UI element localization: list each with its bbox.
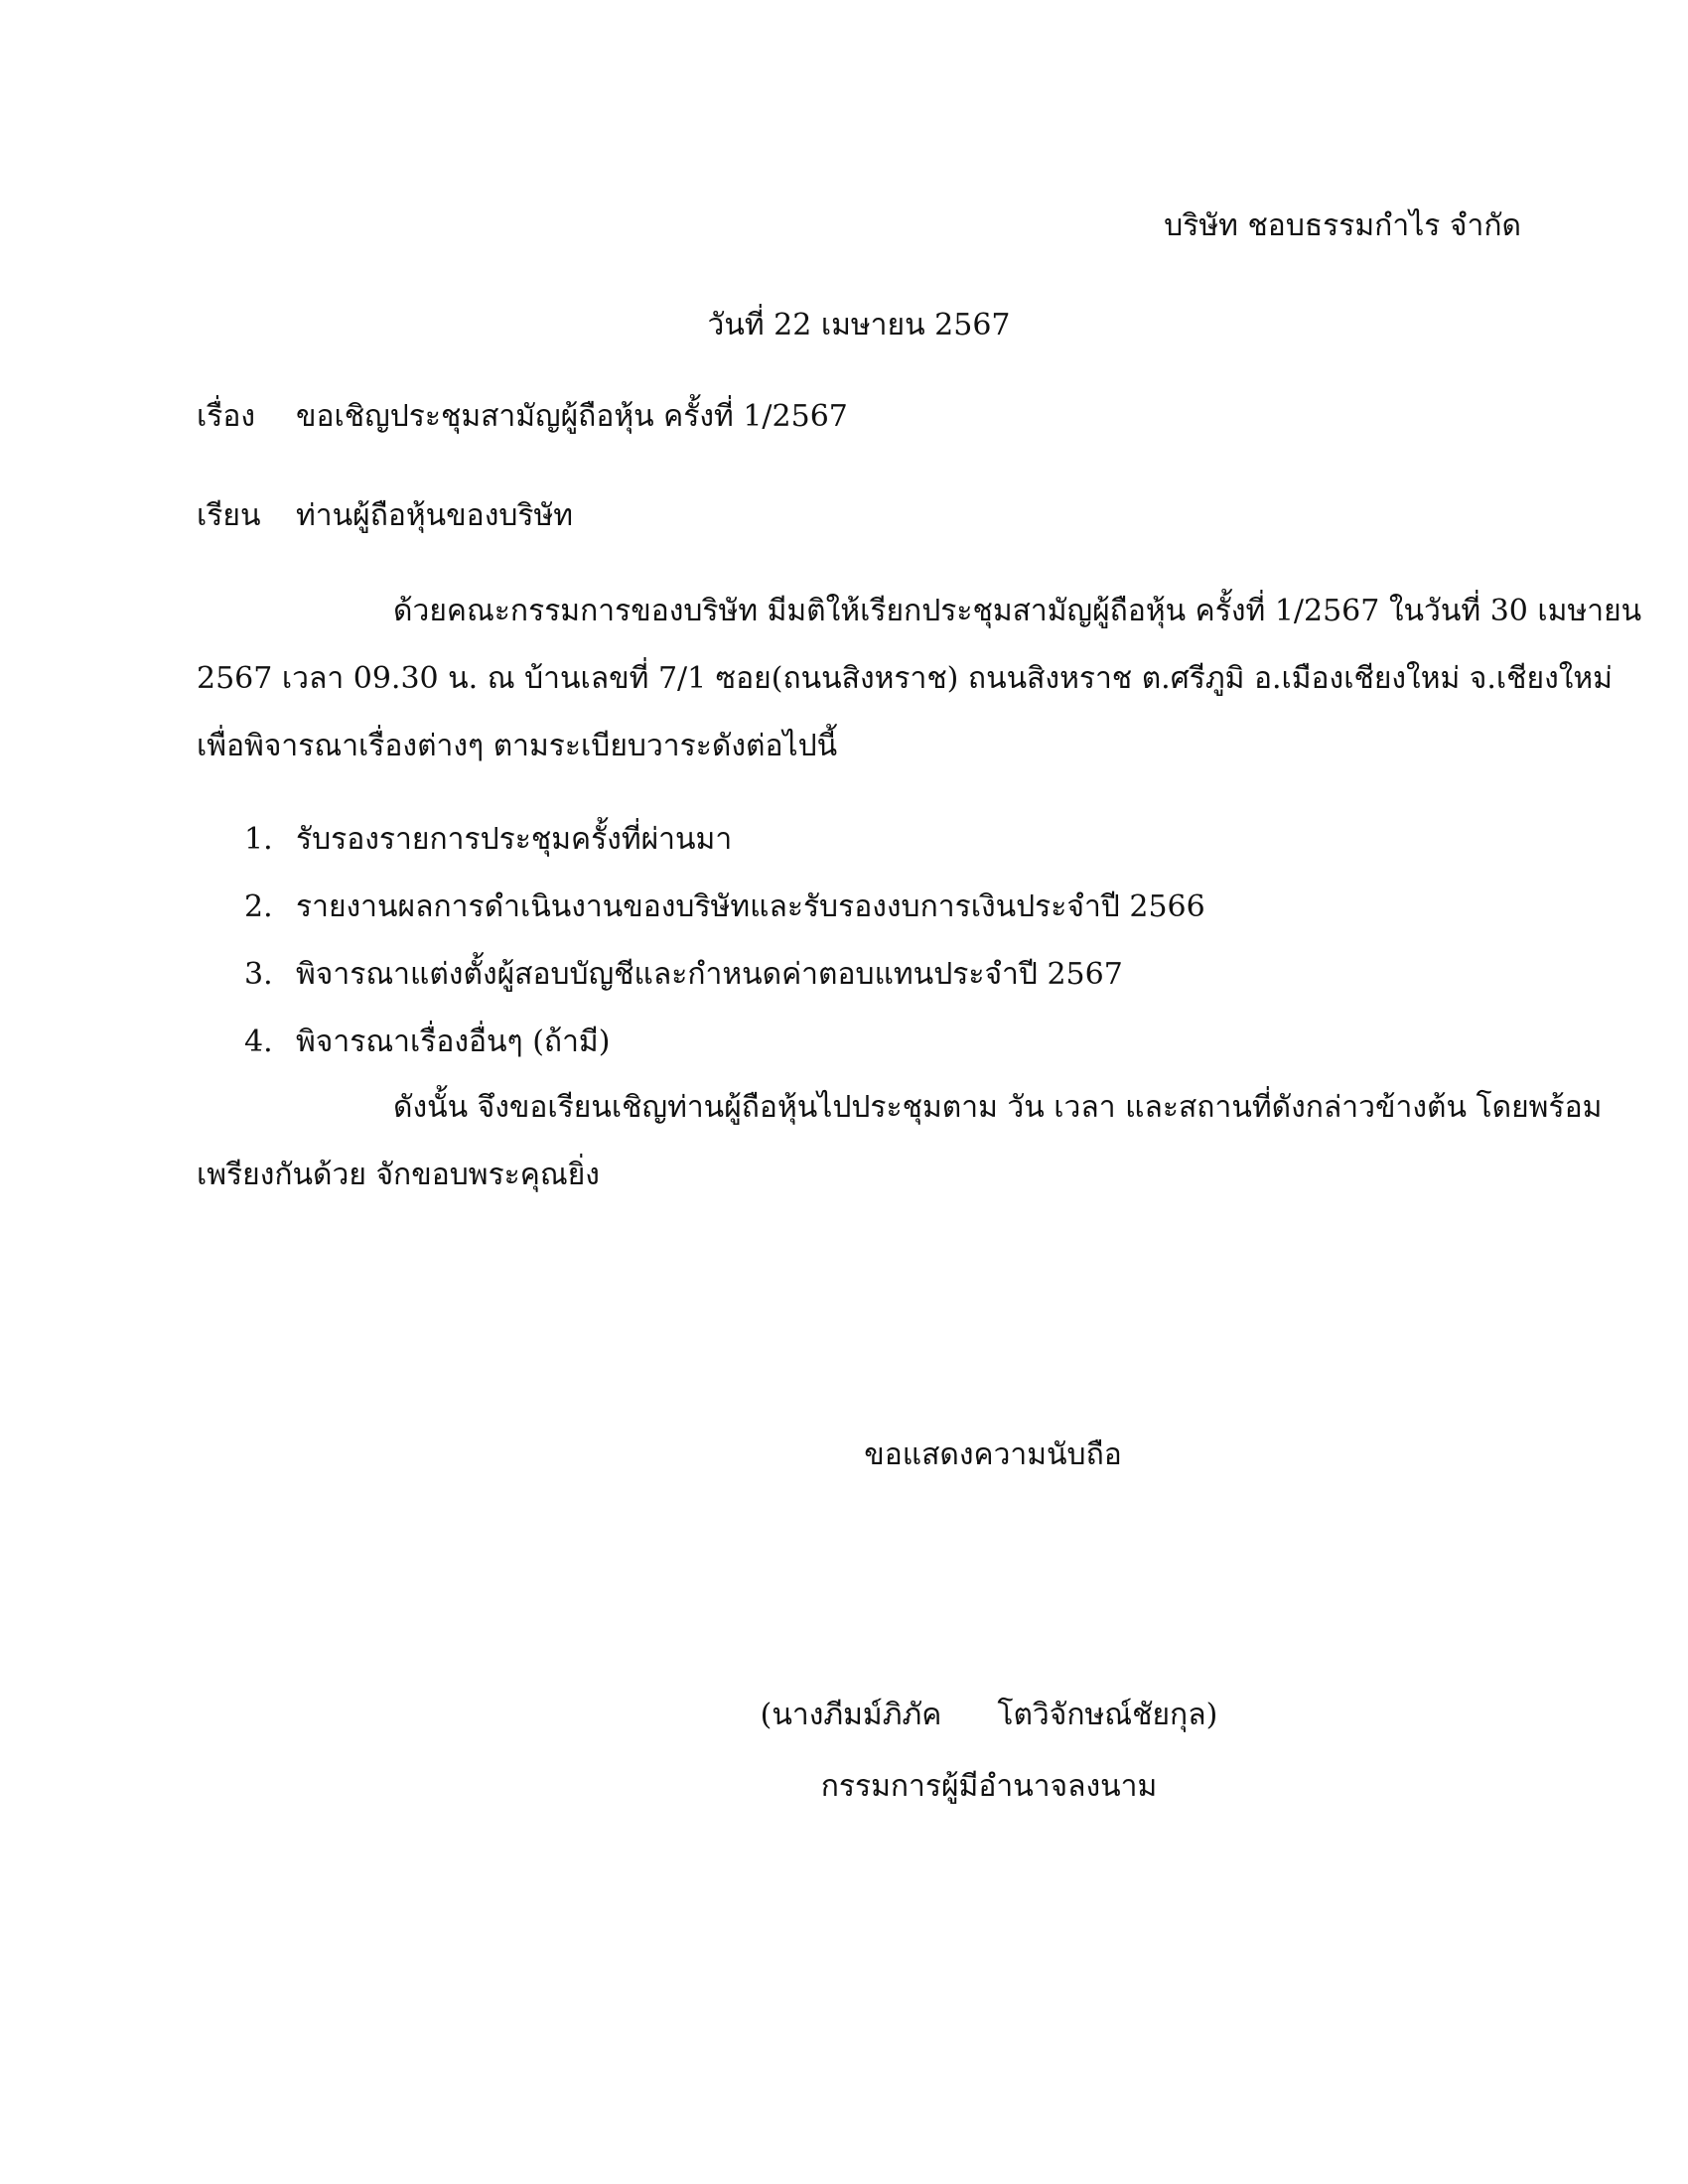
agenda-number: 1. [244, 822, 273, 857]
signer-name [0, 1696, 1688, 1735]
intro-line: ด้วยคณะกรรมการของบริษัท มีมติให้เรียกประชุมสามัญผู้ถือหุ้น ครั้งที่ 1/2567 ในวันที่ 30 เมษายน [393, 594, 1642, 628]
signer-last-name: โตวิจักษณ์ชัยกุล) [997, 1698, 1218, 1732]
regards-text: ขอแสดงความนับถือ [864, 1437, 1122, 1472]
agenda-number: 2. [244, 889, 273, 924]
letter-date: วันที่ 22 เมษายน 2567 [707, 308, 1011, 342]
agenda-text: พิจารณาเรื่องอื่นๆ (ถ้ามี) [296, 1024, 611, 1059]
closing-line: เพรียงกันด้วย จักขอบพระคุณยิ่ง [197, 1158, 600, 1192]
intro-paragraph [197, 592, 1642, 794]
recipient-label: เรียน [197, 498, 261, 533]
agenda-item [244, 955, 1205, 1023]
agenda-number: 4. [244, 1024, 273, 1059]
agenda-text: รับรองรายการประชุมครั้งที่ผ่านมา [296, 822, 733, 857]
subject-value: ขอเชิญประชุมสามัญผู้ถือหุ้น ครั้งที่ 1/2567 [296, 399, 848, 434]
agenda-text: รายงานผลการดำเนินงานของบริษัทและรับรองงบการเงินประจำปี 2566 [296, 889, 1205, 924]
agenda-item [244, 820, 1205, 887]
agenda-number: 3. [244, 957, 273, 992]
recipient-value: ท่านผู้ถือหุ้นของบริษัท [296, 498, 574, 533]
closing-line: ดังนั้น จึงขอเรียนเชิญท่านผู้ถือหุ้นไปประชุมตาม วัน เวลา และสถานที่ดังกล่าวข้างต้น โดยพร้อม [393, 1090, 1603, 1125]
intro-line: เพื่อพิจารณาเรื่องต่างๆ ตามระเบียบวาระดังต่อไปนี้ [197, 729, 838, 763]
company-name: บริษัท ชอบธรรมกำไร จำกัด [1164, 208, 1521, 243]
closing-paragraph [197, 1088, 1603, 1223]
signer-first-name: (นางภีมม์ภิภัค [760, 1698, 942, 1732]
agenda-list [244, 820, 1205, 1090]
subject-label: เรื่อง [197, 399, 256, 434]
agenda-text: พิจารณาแต่งตั้งผู้สอบบัญชีและกำหนดค่าตอบแทนประจำปี 2567 [296, 957, 1123, 992]
agenda-item [244, 887, 1205, 955]
agenda-item [244, 1023, 1205, 1090]
intro-line: 2567 เวลา 09.30 น. ณ บ้านเลขที่ 7/1 ซอย(ถนนสิงหราช) ถนนสิงหราช ต.ศรีภูมิ อ.เมืองเชียงใหม่ จ.เชียงใหม่ [197, 661, 1613, 696]
signer-title: กรรมการผู้มีอำนาจลงนาม [820, 1769, 1158, 1804]
